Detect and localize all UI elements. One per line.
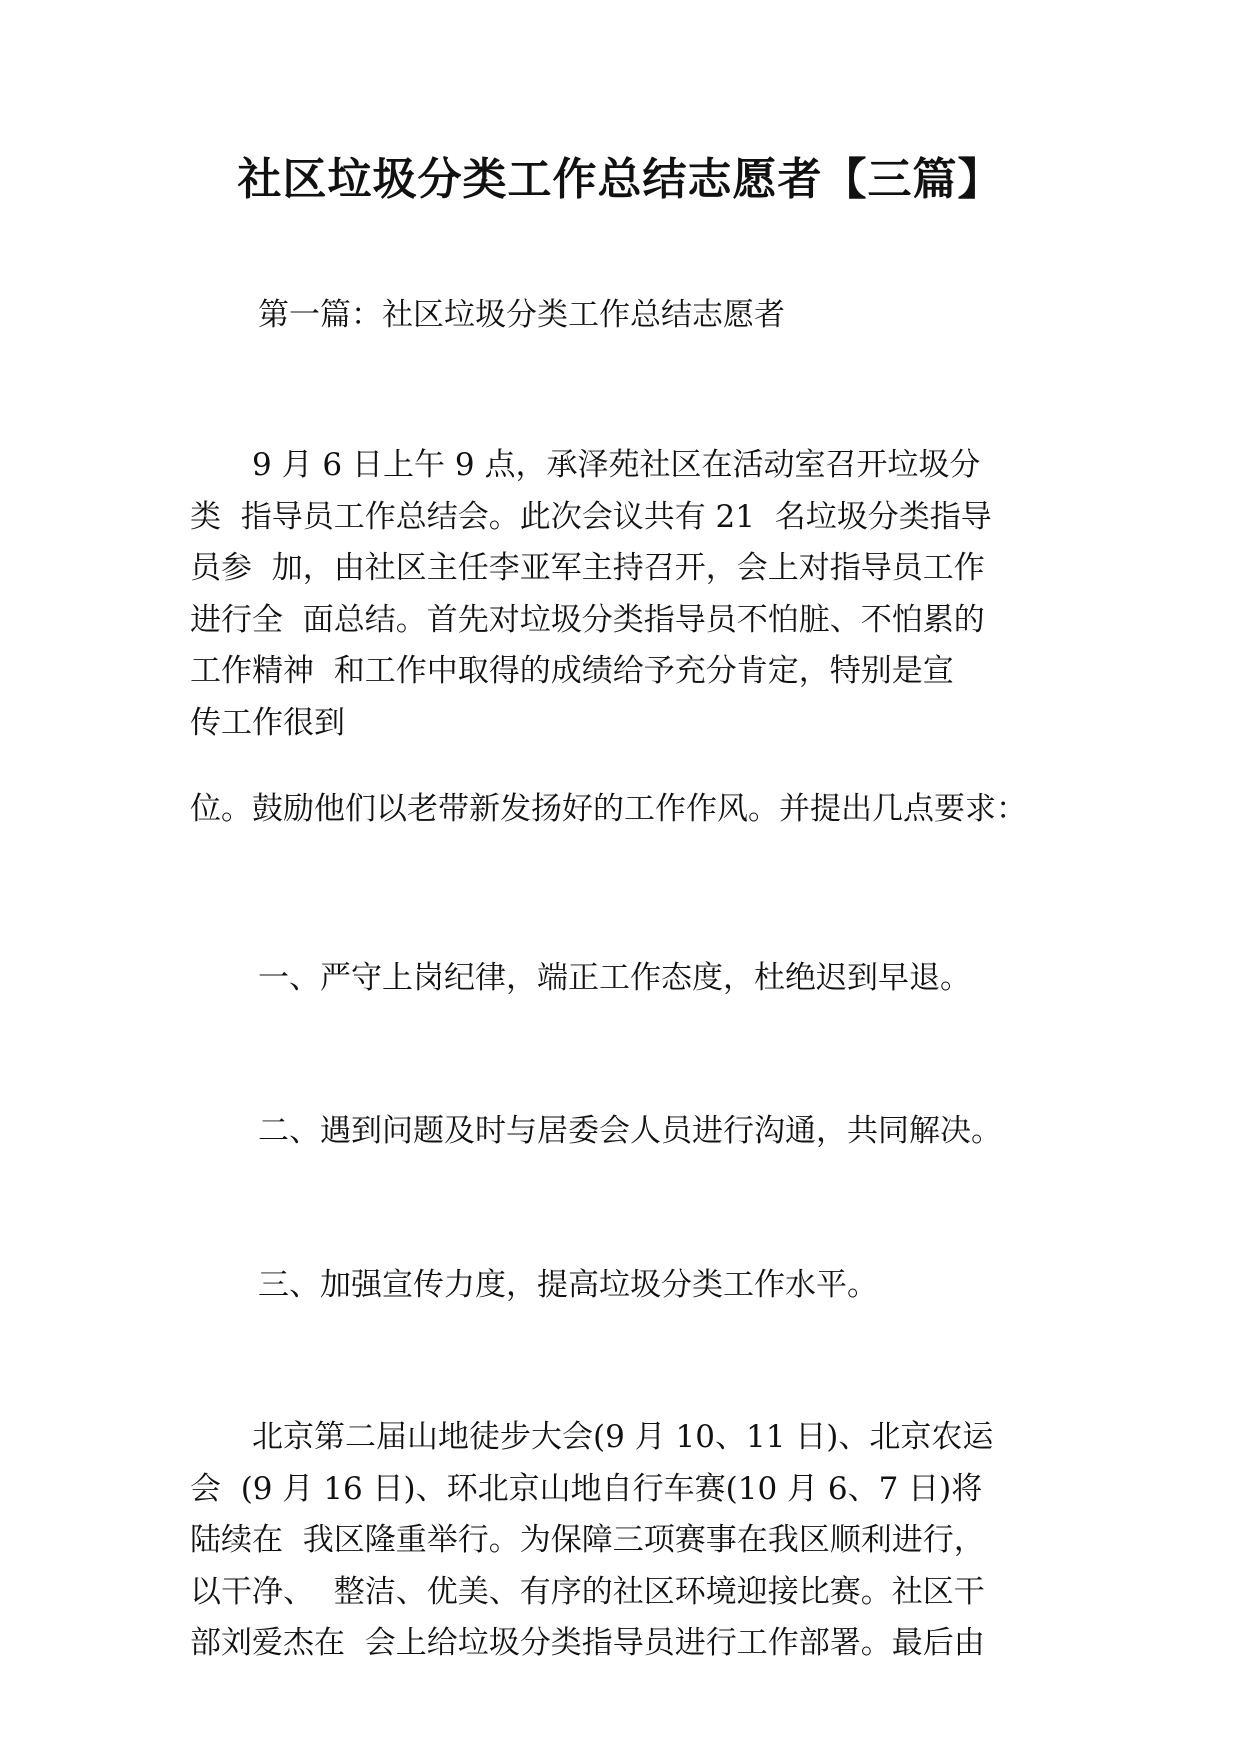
paragraph-1-continuation: 位。鼓励他们以老带新发扬好的工作作风。并提出几点要求： xyxy=(190,791,1027,827)
paragraph-1-line: 9 月 6 日上午 9 点，承泽苑社区在活动室召开垃圾分 xyxy=(190,447,981,483)
requirement-item-1: 一、严守上岗纪律，端正工作态度，杜绝迟到早退。 xyxy=(258,960,971,996)
paragraph-2-line: 北京第二届山地徒步大会(9 月 10、11 日)、北京农运 xyxy=(190,1419,994,1455)
paragraph-1-line: 类 指导员工作总结会。此次会议共有 21 名垃圾分类指导 xyxy=(190,498,992,535)
paragraph-1-line: 传工作很到 xyxy=(190,704,345,741)
paragraph-1-line: 员参 加，由社区主任李亚军主持召开，会上对指导员工作 xyxy=(190,550,985,586)
requirement-item-3: 三、加强宣传力度，提高垃圾分类工作水平。 xyxy=(258,1267,878,1303)
paragraph-1 xyxy=(190,440,1050,749)
paragraph-2-line: 会 (9 月 16 日)、环北京山地自行车赛(10 月 6、7 日)将 xyxy=(190,1470,983,1507)
paragraph-2-line: 以干净、 整洁、优美、有序的社区环境迎接比赛。社区干 xyxy=(190,1573,985,1610)
paragraph-1-line: 进行全 面总结。首先对垃圾分类指导员不怕脏、不怕累的 xyxy=(190,601,985,638)
requirement-item-2: 二、遇到问题及时与居委会人员进行沟通，共同解决。 xyxy=(258,1113,1002,1149)
paragraph-2-line: 陆续在 我区隆重举行。为保障三项赛事在我区顺利进行， xyxy=(190,1522,985,1558)
paragraph-2-line: 部刘爱杰在 会上给垃圾分类指导员进行工作部署。最后由 xyxy=(190,1625,985,1661)
section-heading: 第一篇：社区垃圾分类工作总结志愿者 xyxy=(258,297,785,333)
paragraph-2 xyxy=(190,1412,1050,1670)
paragraph-1-line: 工作精神 和工作中取得的成绩给予充分肯定，特别是宣 xyxy=(190,653,954,689)
document-title: 社区垃圾分类工作总结志愿者【三篇】 xyxy=(237,154,1003,205)
